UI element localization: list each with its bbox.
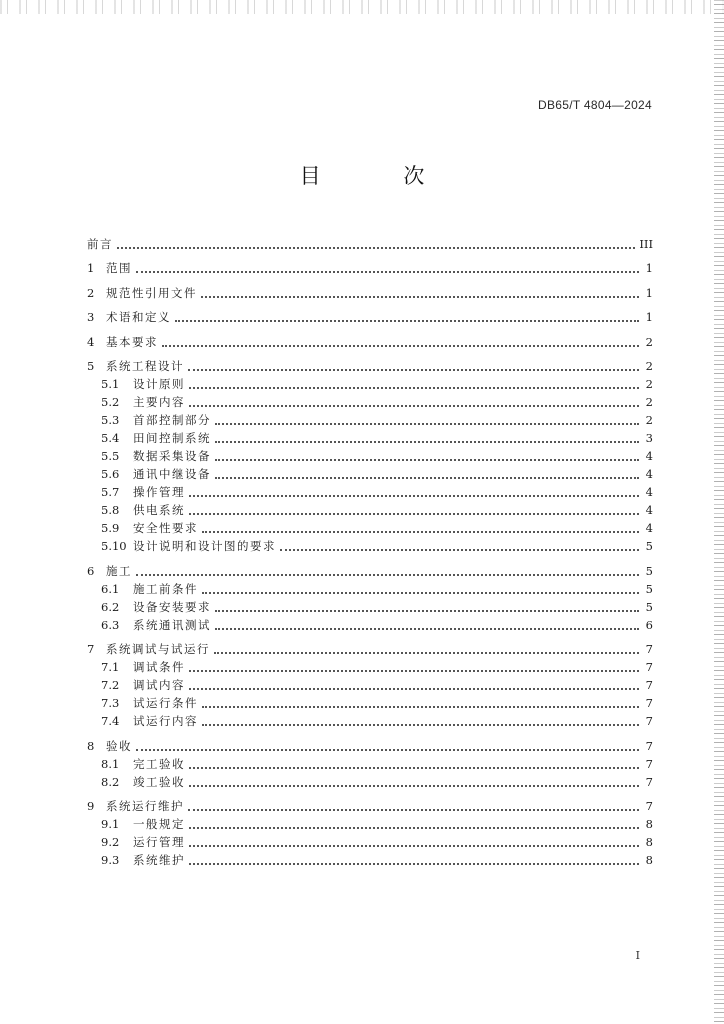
- toc-entry-label: 术语和定义: [106, 310, 171, 324]
- scan-artifact-right-edge: [714, 0, 724, 1024]
- toc-entry-label: 试运行条件: [133, 696, 198, 710]
- toc-entry[interactable]: [87, 694, 653, 712]
- toc-entry-page: 2: [645, 334, 653, 349]
- toc-leader-dots: [136, 748, 639, 751]
- toc-entry-label: 田间控制系统: [133, 431, 211, 445]
- toc-entry[interactable]: [87, 375, 653, 393]
- toc-entry-label: 安全性要求: [133, 521, 198, 535]
- toc-entry[interactable]: [87, 555, 653, 580]
- toc-entry-number: 4: [87, 334, 95, 349]
- toc-entry-number: 9.2: [101, 835, 120, 849]
- toc-entry[interactable]: [87, 598, 653, 616]
- toc-entry-page: 7: [645, 642, 653, 656]
- toc-entry[interactable]: [87, 277, 653, 302]
- toc-entry-page: 7: [645, 738, 653, 753]
- toc-leader-dots: [189, 404, 639, 407]
- toc-entry-number: 2: [87, 285, 95, 300]
- toc-entry[interactable]: [87, 447, 653, 465]
- toc-leader-dots: [189, 512, 639, 515]
- toc-leader-dots: [202, 723, 639, 726]
- toc-entry-label: 范围: [106, 261, 132, 275]
- toc-leader-dots: [202, 591, 639, 594]
- toc-entry-number: 6: [87, 563, 95, 578]
- toc-entry-number: 5.9: [101, 521, 120, 535]
- toc-entry-number: 5.2: [101, 395, 120, 409]
- toc-entry-label: 系统调试与试运行: [106, 642, 210, 656]
- toc-entry-label: 供电系统: [133, 503, 185, 517]
- toc-leader-dots: [189, 386, 639, 389]
- toc-leader-dots: [189, 844, 639, 847]
- toc-entry-page: 2: [645, 413, 653, 427]
- toc-entry-number: 5.3: [101, 413, 120, 427]
- toc-leader-dots: [215, 458, 639, 461]
- toc-entry-label: 一般规定: [133, 817, 185, 831]
- toc-entry[interactable]: [87, 351, 653, 376]
- toc-entry-label: 设计原则: [133, 377, 185, 391]
- toc-leader-dots: [215, 476, 639, 479]
- toc-entry[interactable]: [87, 712, 653, 730]
- toc-leader-dots: [201, 295, 639, 298]
- toc-entry-page: 8: [645, 817, 653, 831]
- toc-entry-page: 7: [645, 774, 653, 789]
- toc-leader-dots: [189, 784, 639, 787]
- toc-entry-number: 5: [87, 359, 95, 373]
- document-code: DB65/T 4804—2024: [538, 98, 652, 112]
- toc-entry-page: 7: [645, 714, 653, 728]
- toc-leader-dots: [189, 766, 639, 769]
- toc-leader-dots: [136, 573, 639, 576]
- toc-leader-dots: [136, 270, 639, 273]
- toc-leader-dots: [117, 246, 635, 249]
- toc-entry-page: 2: [645, 359, 653, 373]
- toc-entry[interactable]: [87, 326, 653, 351]
- toc-entry-page: III: [639, 236, 653, 251]
- toc-entry[interactable]: [87, 228, 653, 253]
- toc-entry-page: 5: [645, 581, 653, 596]
- toc-entry-number: 3: [87, 310, 95, 324]
- toc-entry-page: 5: [645, 539, 653, 553]
- toc-entry[interactable]: [87, 815, 653, 833]
- toc-entry[interactable]: [87, 755, 653, 773]
- toc-entry-label: 系统维护: [133, 853, 185, 867]
- toc-entry-label: 设计说明和设计图的要求: [133, 539, 276, 553]
- toc-entry[interactable]: [87, 634, 653, 659]
- toc-entry[interactable]: [87, 773, 653, 791]
- toc-entry[interactable]: [87, 791, 653, 816]
- toc-entry-page: 2: [645, 395, 653, 409]
- toc-entry-number: 8.1: [101, 756, 120, 771]
- toc-entry-label: 完工验收: [133, 756, 185, 771]
- toc-leader-dots: [215, 440, 639, 443]
- toc-entry[interactable]: [87, 393, 653, 411]
- scan-artifact-top: [0, 0, 724, 14]
- toc-entry-number: 5.5: [101, 449, 120, 463]
- toc-entry-number: 5.10: [101, 539, 127, 553]
- toc-leader-dots: [189, 494, 639, 497]
- toc-leader-dots: [189, 669, 639, 672]
- toc-entry-number: 8.2: [101, 774, 120, 789]
- toc-entry-page: 4: [645, 449, 653, 463]
- toc-entry-page: 7: [645, 756, 653, 771]
- toc-entry-label: 系统通讯测试: [133, 617, 211, 632]
- toc-entry-label: 调试条件: [133, 660, 185, 674]
- toc-entry-number: 7: [87, 642, 95, 656]
- toc-entry-page: 5: [645, 563, 653, 578]
- toc-entry-page: 7: [645, 696, 653, 710]
- toc-entry-label: 验收: [106, 738, 132, 753]
- toc-entry-number: 1: [87, 261, 95, 275]
- toc-entry-page: 3: [645, 431, 653, 445]
- toc-entry-label: 系统运行维护: [106, 799, 184, 813]
- toc-entry[interactable]: [87, 658, 653, 676]
- toc-entry-page: 8: [645, 853, 653, 867]
- toc-entry-page: 7: [645, 660, 653, 674]
- toc-entry-page: 7: [645, 678, 653, 692]
- toc-entry[interactable]: [87, 429, 653, 447]
- toc-leader-dots: [214, 651, 639, 654]
- toc-entry-number: 6.2: [101, 599, 120, 614]
- toc-leader-dots: [188, 808, 639, 811]
- toc-entry-label: 试运行内容: [133, 714, 198, 728]
- toc-entry-page: 6: [645, 617, 653, 632]
- toc-entry-label: 首部控制部分: [133, 413, 211, 427]
- toc-entry-number: 5.1: [101, 377, 120, 391]
- toc-entry-page: 8: [645, 835, 653, 849]
- toc-entry[interactable]: [87, 616, 653, 634]
- toc-entry[interactable]: [87, 302, 653, 327]
- toc-entry-page: 1: [645, 310, 653, 324]
- toc-leader-dots: [215, 627, 639, 630]
- toc-entry[interactable]: [87, 411, 653, 429]
- toc-entry-page: 2: [645, 377, 653, 391]
- toc-entry[interactable]: [87, 851, 653, 869]
- toc-entry-number: 9.3: [101, 853, 120, 867]
- toc-entry-label: 数据采集设备: [133, 449, 211, 463]
- toc-entry[interactable]: [87, 730, 653, 755]
- toc-entry-label: 调试内容: [133, 678, 185, 692]
- toc-entry-number: 7.2: [101, 678, 120, 692]
- toc-entry-number: 5.8: [101, 503, 120, 517]
- toc-entry-number: 6.1: [101, 581, 120, 596]
- toc-leader-dots: [189, 826, 639, 829]
- toc-entry[interactable]: [87, 519, 653, 537]
- toc-entry-number: 9.1: [101, 817, 120, 831]
- footer-page-number: I: [635, 949, 640, 962]
- toc-entry-page: 1: [645, 261, 653, 275]
- toc-entry-label: 通讯中继设备: [133, 467, 211, 481]
- toc-entry[interactable]: [87, 676, 653, 694]
- toc-leader-dots: [189, 862, 639, 865]
- toc-entry-page: 4: [645, 485, 653, 499]
- toc-entry-label: 运行管理: [133, 835, 185, 849]
- toc-entry-page: 7: [645, 799, 653, 813]
- toc-entry-page: 1: [645, 285, 653, 300]
- toc-entry-number: 5.4: [101, 431, 120, 445]
- toc-leader-dots: [202, 705, 639, 708]
- toc-leader-dots: [280, 548, 639, 551]
- toc-entry-label: 设备安装要求: [133, 599, 211, 614]
- toc-entry-number: 7.4: [101, 714, 120, 728]
- toc-entry-page: 4: [645, 503, 653, 517]
- toc-entry-number: 5.7: [101, 485, 120, 499]
- toc-entry-number: 8: [87, 738, 95, 753]
- toc-leader-dots: [202, 530, 639, 533]
- toc-entry-label: 基本要求: [106, 334, 158, 349]
- toc-entry[interactable]: [87, 253, 653, 278]
- toc-entry-number: 9: [87, 799, 95, 813]
- toc-leader-dots: [188, 368, 639, 371]
- toc-entry-number: 6.3: [101, 617, 120, 632]
- toc-entry-label: 规范性引用文件: [106, 285, 197, 300]
- toc-entry-label: 竣工验收: [133, 774, 185, 789]
- toc-entry[interactable]: [87, 833, 653, 851]
- toc-leader-dots: [215, 422, 639, 425]
- toc-entry[interactable]: [87, 501, 653, 519]
- toc-leader-dots: [162, 344, 639, 347]
- toc-entry-label: 主要内容: [133, 395, 185, 409]
- toc-entry-number: 7.1: [101, 660, 120, 674]
- toc-entry[interactable]: [87, 580, 653, 598]
- toc-entry[interactable]: [87, 537, 653, 555]
- toc-entry-label: 施工: [106, 563, 132, 578]
- toc-entry-label: 前言: [87, 236, 113, 251]
- toc-entry-label: 施工前条件: [133, 581, 198, 596]
- toc-entry-page: 4: [645, 467, 653, 481]
- toc-entry-page: 5: [645, 599, 653, 614]
- toc-entry[interactable]: [87, 483, 653, 501]
- table-of-contents: [87, 228, 653, 869]
- toc-title: 目 次: [299, 164, 463, 188]
- toc-leader-dots: [175, 319, 639, 322]
- toc-entry-number: 5.6: [101, 467, 120, 481]
- toc-entry-label: 操作管理: [133, 485, 185, 499]
- toc-entry-number: 7.3: [101, 696, 120, 710]
- toc-entry[interactable]: [87, 465, 653, 483]
- toc-leader-dots: [189, 687, 639, 690]
- toc-entry-page: 4: [645, 521, 653, 535]
- toc-entry-label: 系统工程设计: [106, 359, 184, 373]
- toc-leader-dots: [215, 609, 639, 612]
